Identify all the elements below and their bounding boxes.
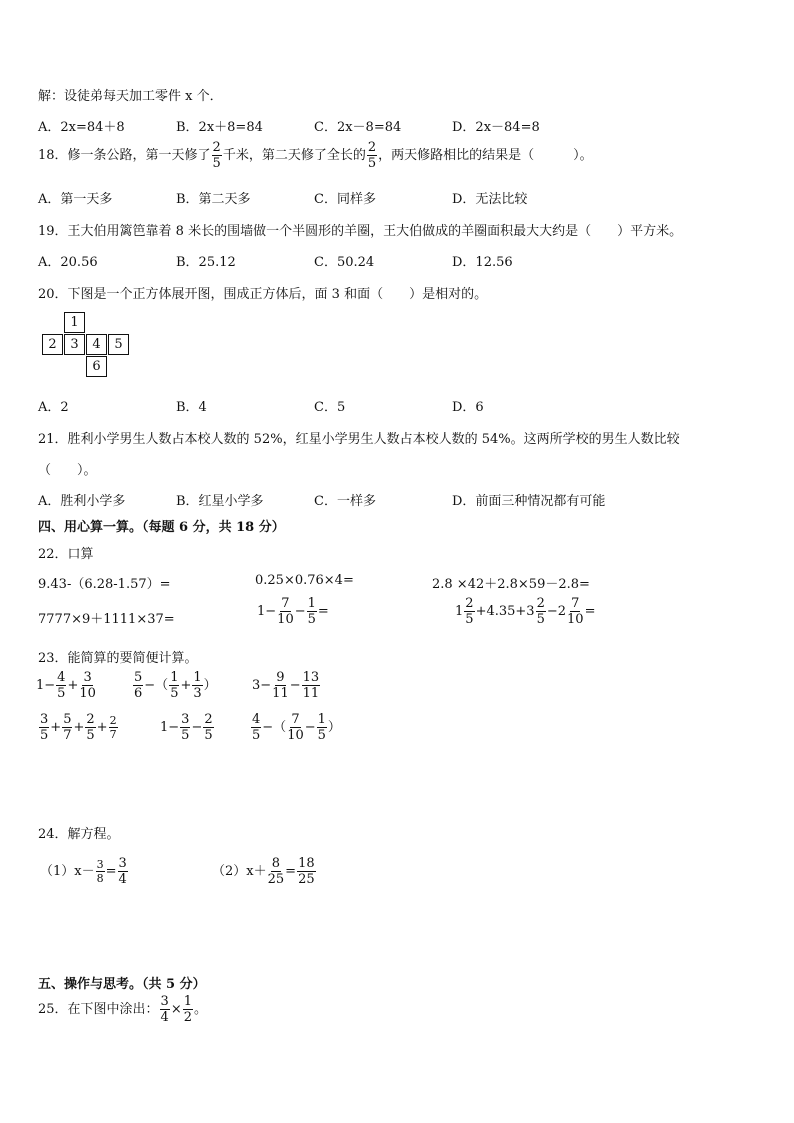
q23-item-1: 1− $\frac{4}{5}$ + $\frac{3}{10}$	[36, 670, 96, 701]
q24-equation-1: （1）x－ $\frac{3}{8}$ = $\frac{3}{4}$	[40, 856, 127, 887]
q18-option-a: A．第一天多	[38, 192, 113, 207]
q23-title: 23．能简算的要简便计算。	[38, 651, 198, 666]
q18-option-d: D．无法比较	[452, 192, 528, 207]
q18-question: 18．修一条公路，第一天修了 $\frac{2}{5}$ 千米，第二天修了全长的 $\frac{2}{5}$ ，两天修路相比的结果是（ ）。	[38, 140, 593, 171]
q20-question: 20．下图是一个正方体展开图，围成正方体后，面 3 和面（ ）是相对的。	[38, 287, 488, 302]
q18-fraction-2: $\frac{2}{5}$	[367, 140, 377, 171]
net-face-1: 1	[64, 312, 85, 333]
q24-title: 24．解方程。	[38, 827, 120, 842]
section-5-heading: 五、操作与思考。（共 5 分）	[38, 977, 206, 992]
q20-option-d: D．6	[452, 400, 484, 415]
q22-item-4: 7777×9＋1111×37=	[38, 612, 175, 627]
q20-option-c: C．5	[314, 400, 346, 415]
q17-option-d: D．2x－84=8	[452, 120, 540, 135]
q20-option-a: A．2	[38, 400, 69, 415]
q22-item-1: 9.43-（6.28-1.57）=	[38, 577, 171, 592]
q21-option-b: B．红星小学多	[176, 494, 264, 509]
q23-item-5: 1− $\frac{3}{5}$ − $\frac{2}{5}$	[160, 712, 213, 743]
q23-item-3: 3− $\frac{9}{11}$ − $\frac{13}{11}$	[252, 670, 320, 701]
q21-option-d: D．前面三种情况都有可能	[452, 494, 606, 509]
q19-question: 19．王大伯用篱笆靠着 8 米长的围墙做一个半圆形的羊圈，王大伯做成的羊圈面积最大大约是（ ）平方米。	[38, 224, 683, 239]
q17-solution: 解：设徒弟每天加工零件 x 个．	[38, 89, 223, 104]
q19-option-c: C．50.24	[314, 255, 375, 270]
q23-item-2: $\frac{5}{6}$ −（ $\frac{1}{5}$ + $\frac{1}{3}$ ）	[134, 670, 217, 701]
q19-option-d: D．12.56	[452, 255, 513, 270]
q21-question-line2: （ ）。	[38, 463, 97, 478]
q18-option-b: B．第二天多	[176, 192, 251, 207]
section-4-heading: 四、用心算一算。（每题 6 分，共 18 分）	[38, 520, 285, 535]
net-face-2: 2	[42, 334, 63, 355]
q20-option-b: B．4	[176, 400, 207, 415]
net-face-6: 6	[86, 356, 107, 377]
q23-item-4: $\frac{3}{5}$ + $\frac{5}{7}$ + $\frac{2}{5}$ + $\frac{2}{7}$	[40, 712, 117, 743]
q23-item-6: $\frac{4}{5}$ −（ $\frac{7}{10}$ − $\frac{1}{5}$ ）	[252, 712, 341, 743]
q21-option-c: C．一样多	[314, 494, 376, 509]
q22-item-3: 2.8 ×42＋2.8×59－2.8=	[432, 577, 590, 592]
q17-option-b: B．2x＋8=84	[176, 120, 263, 135]
cube-net-figure	[42, 312, 134, 378]
q22-item-2: 0.25×0.76×4=	[255, 573, 354, 588]
q18-option-c: C．同样多	[314, 192, 376, 207]
net-face-4: 4	[86, 334, 107, 355]
q19-option-a: A．20.56	[38, 255, 98, 270]
q24-equation-2: （2）x＋ $\frac{8}{25}$ = $\frac{18}{25}$	[212, 856, 315, 887]
net-face-3: 3	[64, 334, 85, 355]
net-face-5: 5	[108, 334, 129, 355]
q21-question-line1: 21．胜利小学男生人数占本校人数的 52%，红星小学男生人数占本校人数的 54%。这两所学校的男生人数比较	[38, 432, 680, 447]
q21-option-a: A．胜利小学多	[38, 494, 126, 509]
q22-item-5: 1− $\frac{7}{10}$ − $\frac{1}{5}$ =	[257, 596, 329, 627]
q17-option-c: C．2x－8=84	[314, 120, 402, 135]
q25-question: 25．在下图中涂出： $\frac{3}{4}$ × $\frac{1}{2}$ 。	[38, 994, 208, 1025]
q18-fraction-1: $\frac{2}{5}$	[212, 140, 221, 171]
q22-item-6: 1 $\frac{2}{5}$ +4.35+3 $\frac{2}{5}$ −2 $\frac{7}{10}$ =	[455, 596, 596, 627]
q19-option-b: B．25.12	[176, 255, 236, 270]
q22-title: 22．口算	[38, 547, 94, 562]
q17-option-a: A．2x=84＋8	[38, 120, 125, 135]
